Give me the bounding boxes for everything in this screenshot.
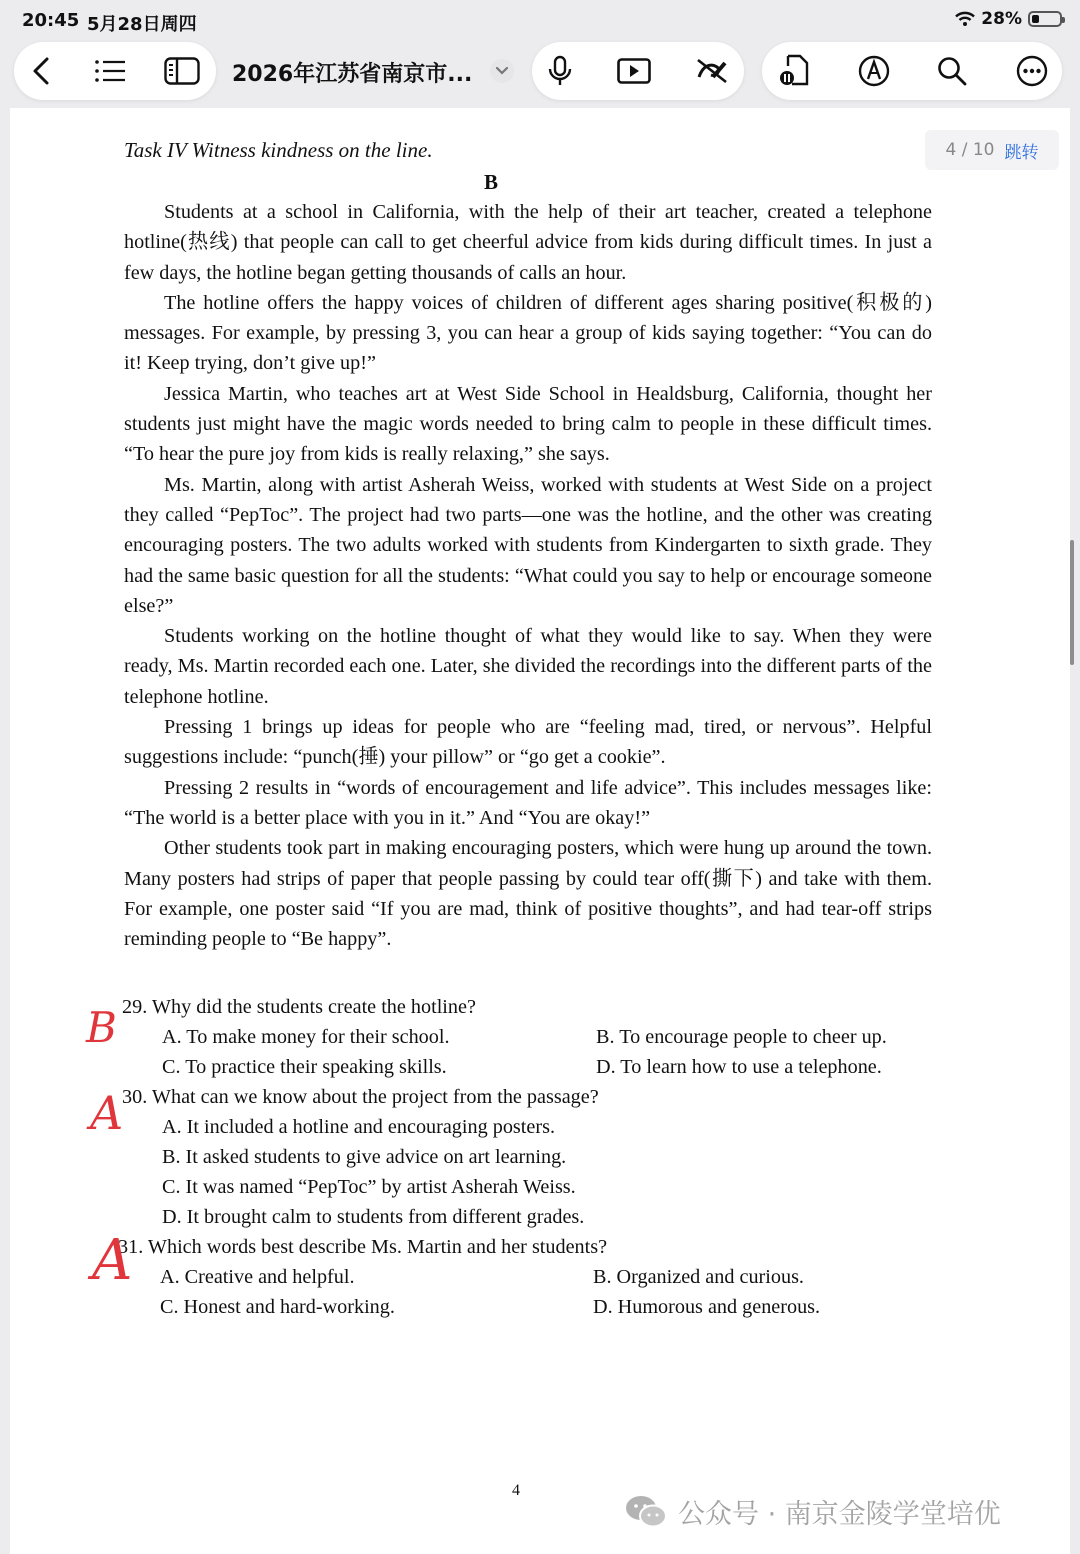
- option-30-a: A. It included a hotline and encouraging posters.: [162, 1116, 555, 1138]
- pen-toggle-button[interactable]: [692, 51, 732, 91]
- paragraph: The hotline offers the happy voices of children of different ages sharing positive(积极的) messages. For example, by pressing 3, you can hear a group of kids saying together: “You can do it! Keep trying, don’t give up!”: [124, 291, 932, 375]
- reading-passage: [124, 197, 932, 954]
- tools-group: [762, 42, 1062, 100]
- battery-percent: 28%: [981, 9, 1022, 29]
- presentation-button[interactable]: [614, 51, 654, 91]
- paragraph: Jessica Martin, who teaches art at West Side School in Healdsburg, California, thought her students just might have the magic words needed to bring calm to people in these difficult times. “To hear the pure joy from kids is really relaxing,” she says.: [124, 382, 932, 466]
- scrollbar[interactable]: [1070, 540, 1074, 665]
- sidebar-button[interactable]: [162, 51, 202, 91]
- option-30-b: B. It asked students to give advice on art learning.: [162, 1146, 567, 1168]
- back-icon: [30, 56, 54, 86]
- paragraph: Pressing 1 brings up ideas for people who are “feeling mad, tired, or nervous”. Helpful suggestions include: “punch(捶) your pillow” or “go get a cookie”.: [124, 716, 932, 769]
- paragraph: Students working on the hotline thought of what they would like to say. When they were ready, Ms. Martin recorded each one. Later, she divided the recordings into the different parts of the telephone hotline.: [124, 625, 932, 708]
- status-time: 20:45: [22, 10, 80, 31]
- markup-icon: [858, 55, 890, 87]
- search-icon: [937, 56, 967, 86]
- audio-note-button[interactable]: [774, 51, 814, 91]
- title-menu-button[interactable]: [490, 59, 514, 83]
- option-29-c: C. To practice their speaking skills.: [162, 1056, 447, 1078]
- paragraph: Ms. Martin, along with artist Asherah Weiss, worked with students at West Side on a project they called “PepToc”. The project had two parts—one was the hotline, and the other was creating encouraging posters. The two adults worked with students from Kindergarten to sixth grade. They had the same basic question for all the students: “What could you say to help or encourage someone else?”: [124, 473, 932, 617]
- option-29-d: D. To learn how to use a telephone.: [596, 1056, 882, 1078]
- page-number: 4: [512, 1482, 520, 1499]
- paragraph: Students at a school in California, with the help of their art teacher, created a telephone hotline(热线) that people can call to get cheerful advice from kids during difficult times. In just a few days, the hotline began getting thousands of calls an hour.: [124, 201, 932, 284]
- question-30: 30. What can we know about the project from the passage?: [122, 1086, 599, 1108]
- chevron-down-icon: [495, 66, 509, 76]
- option-31-c: C. Honest and hard-working.: [160, 1296, 395, 1318]
- wifi-icon: [955, 11, 975, 27]
- status-right: [955, 9, 1062, 29]
- option-31-b: B. Organized and curious.: [593, 1266, 804, 1288]
- status-date: 5月28日周四: [87, 14, 197, 35]
- handwritten-answer-31: A: [92, 1228, 133, 1293]
- title-group: [218, 42, 530, 100]
- nav-group: [14, 42, 216, 100]
- question-31: 31. Which words best describe Ms. Martin and her students?: [118, 1236, 608, 1258]
- section-label: B: [484, 170, 499, 194]
- document-audio-icon: [779, 54, 809, 88]
- wechat-icon: [624, 1494, 668, 1530]
- option-29-a: A. To make money for their school.: [162, 1026, 450, 1048]
- battery-icon: [1028, 11, 1062, 27]
- paragraph: Other students took part in making encouraging posters, which were hung up around the town. Many posters had strips of paper that people passing by could tear off(撕下) and take with them. For example, one poster said “If you are mad, think of positive thoughts”, and had tear-off strips reminding people to “Be happy”.: [124, 837, 932, 951]
- status-bar: [0, 0, 1080, 42]
- page-indicator[interactable]: [925, 130, 1059, 170]
- search-button[interactable]: [932, 51, 972, 91]
- microphone-icon: [547, 55, 573, 87]
- question-29: 29. Why did the students create the hotline?: [122, 996, 476, 1018]
- list-icon: [94, 58, 126, 84]
- sidebar-icon: [164, 57, 200, 85]
- page-count: 4 / 10: [945, 140, 995, 160]
- media-group: [532, 42, 744, 100]
- play-icon: [617, 58, 651, 84]
- watermark-text: 公众号 · 南京金陵学堂培优: [678, 1499, 1001, 1530]
- microphone-button[interactable]: [540, 51, 580, 91]
- markup-button[interactable]: [854, 51, 894, 91]
- handwritten-answer-29: B: [86, 1003, 117, 1052]
- option-31-a: A. Creative and helpful.: [160, 1266, 355, 1288]
- option-31-d: D. Humorous and generous.: [593, 1296, 821, 1318]
- outline-button[interactable]: [90, 51, 130, 91]
- task-heading: Task IV Witness kindness on the line.: [124, 138, 433, 162]
- pen-off-icon: [695, 57, 729, 85]
- back-button[interactable]: [22, 51, 62, 91]
- option-30-c: C. It was named “PepToc” by artist Asherah Weiss.: [162, 1176, 576, 1198]
- option-30-d: D. It brought calm to students from different grades.: [162, 1206, 585, 1228]
- watermark: [624, 1492, 1001, 1531]
- option-29-b: B. To encourage people to cheer up.: [596, 1026, 887, 1048]
- document-title[interactable]: 2026年江苏省南京市...: [232, 62, 473, 87]
- handwritten-answer-30: A: [90, 1086, 124, 1140]
- more-icon: [1016, 55, 1048, 87]
- more-button[interactable]: [1012, 51, 1052, 91]
- paragraph: Pressing 2 results in “words of encouragement and life advice”. This includes messages like: “The world is a better place with you in it.” And “You are okay!”: [124, 776, 932, 829]
- jump-link[interactable]: 跳转: [1004, 142, 1039, 163]
